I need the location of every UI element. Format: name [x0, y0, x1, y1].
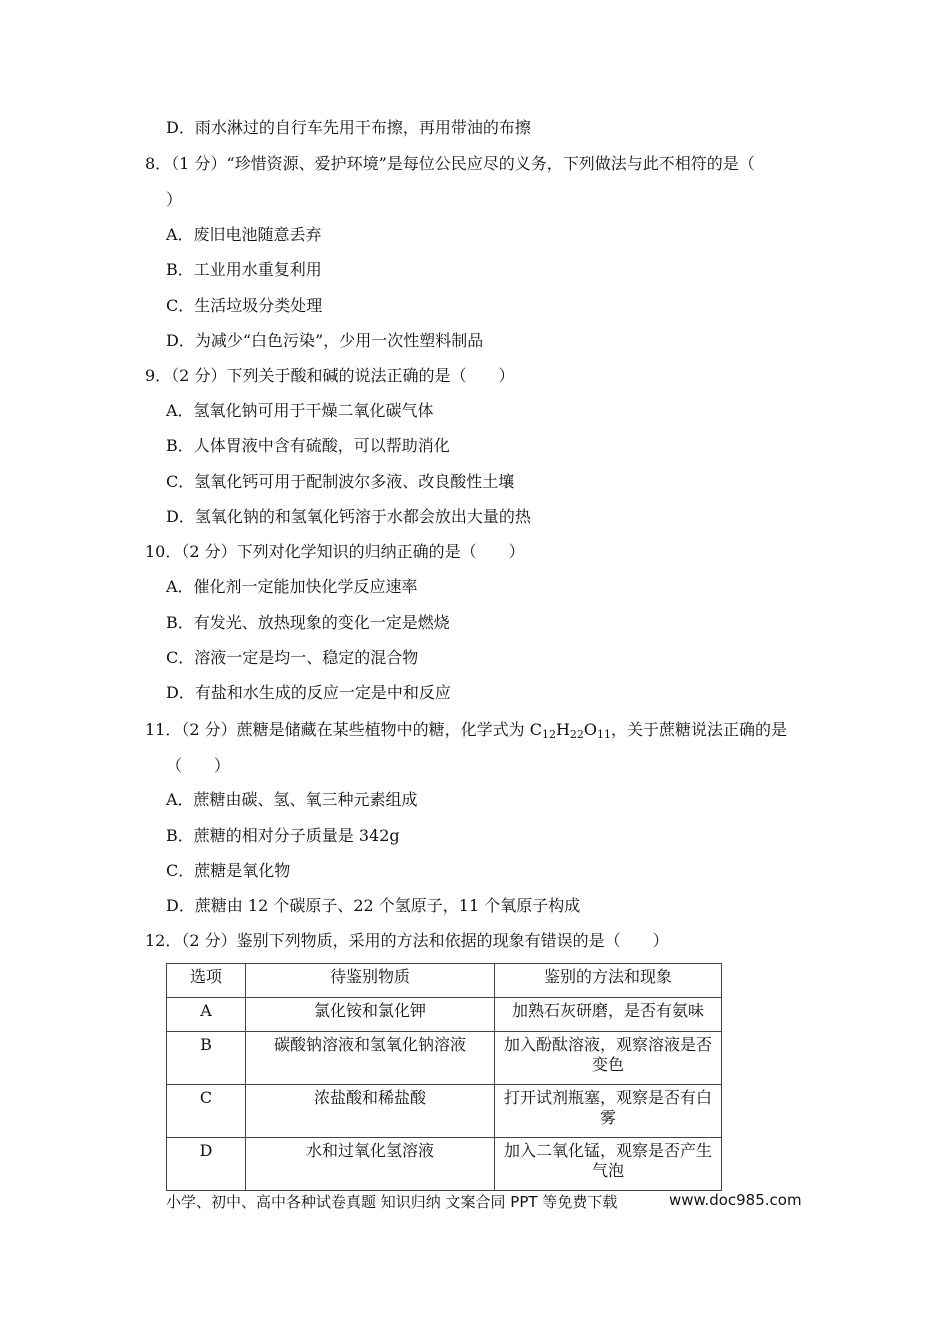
q11-option-a: A．蔗糖由碳、氢、氧三种元素组成: [166, 790, 418, 809]
q10-option-b: B．有发光、放热现象的变化一定是燃烧: [166, 613, 450, 632]
table-cell-substance: 碳酸钠溶液和氢氧化钠溶液: [246, 1032, 495, 1085]
q11-sub-hydrogen: 22: [569, 728, 584, 741]
q11-sub-carbon: 12: [541, 728, 556, 741]
q10-stem: 10．（2 分）下列对化学知识的归纳正确的是（ ）: [145, 542, 525, 561]
table-cell-method: 加入二氧化锰，观察是否产生气泡: [495, 1138, 722, 1191]
table-cell-option: B: [167, 1032, 246, 1085]
table-row: [167, 1085, 722, 1138]
table-row: [167, 998, 722, 1032]
q10-option-d: D．有盐和水生成的反应一定是中和反应: [166, 683, 451, 702]
q11-hydrogen: H: [555, 720, 570, 739]
q12-stem: 12．（2 分）鉴别下列物质，采用的方法和依据的现象有错误的是（ ）: [145, 931, 669, 950]
q12-table: [166, 963, 722, 1191]
q11-oxygen: O: [583, 720, 598, 739]
footer-url[interactable]: www.doc985.com: [669, 1191, 802, 1209]
q9-option-b: B．人体胃液中含有硫酸，可以帮助消化: [166, 436, 450, 455]
q9-option-d: D．氢氧化钠的和氢氧化钙溶于水都会放出大量的热: [166, 507, 531, 526]
table-header-method: 鉴别的方法和现象: [495, 964, 722, 998]
q11-option-b: B．蔗糖的相对分子质量是 342g: [166, 826, 400, 845]
footer-text: 小学、初中、高中各种试卷真题 知识归纳 文案合同 PPT 等免费下载: [166, 1193, 618, 1211]
q9-option-c: C．氢氧化钙可用于配制波尔多液、改良酸性土壤: [166, 472, 515, 491]
q9-option-a: A．氢氧化钠可用于干燥二氧化碳气体: [166, 401, 434, 420]
table-row: [167, 1138, 722, 1191]
q11-option-d: D．蔗糖由 12 个碳原子、22 个氢原子，11 个氧原子构成: [166, 896, 581, 915]
q10-option-c: C．溶液一定是均一、稳定的混合物: [166, 648, 419, 667]
q11-sub-oxygen: 11: [597, 728, 612, 741]
q11-stem-end: （ ）: [166, 756, 231, 775]
table-cell-method: 加入酚酞溶液，观察溶液是否变色: [495, 1032, 722, 1085]
table-cell-option: A: [167, 998, 246, 1032]
q9-stem: 9．（2 分）下列关于酸和碱的说法正确的是（ ）: [145, 366, 515, 385]
q8-option-d: D．为减少“白色污染”，少用一次性塑料制品: [166, 331, 484, 350]
table-cell-option: C: [167, 1085, 246, 1138]
table-row: [167, 1032, 722, 1085]
q11-option-c: C．蔗糖是氧化物: [166, 861, 291, 880]
q8-option-b: B．工业用水重复利用: [166, 260, 322, 279]
table-header-row: [167, 964, 722, 998]
table-cell-substance: 氯化铵和氯化钾: [246, 998, 495, 1032]
table-cell-substance: 浓盐酸和稀盐酸: [246, 1085, 495, 1138]
q8-stem: 8．（1 分）“珍惜资源、爱护环境”是每位公民应尽的义务，下列做法与此不相符的是（: [145, 154, 755, 173]
q8-option-c: C．生活垃圾分类处理: [166, 296, 323, 315]
table-cell-option: D: [167, 1138, 246, 1191]
q8-option-a: A．废旧电池随意丢弃: [166, 225, 322, 244]
table-cell-method: 加熟石灰研磨，是否有氨味: [495, 998, 722, 1032]
q7-option-d: D．雨水淋过的自行车先用干布擦，再用带油的布擦: [166, 118, 531, 137]
q11-stem-pre: 11．（2 分）蔗糖是储藏在某些植物中的糖，化学式为 C: [145, 720, 542, 739]
table-cell-method: 打开试剂瓶塞，观察是否有白雾: [495, 1085, 722, 1138]
q11-stem: [145, 720, 787, 745]
table-header-option: 选项: [167, 964, 246, 998]
q10-option-a: A．催化剂一定能加快化学反应速率: [166, 577, 418, 596]
footer: [166, 1191, 802, 1212]
q11-stem-post: ，关于蔗糖说法正确的是: [611, 720, 788, 739]
q8-stem-end: ）: [166, 190, 183, 209]
table-cell-substance: 水和过氧化氢溶液: [246, 1138, 495, 1191]
table-header-substance: 待鉴别物质: [246, 964, 495, 998]
